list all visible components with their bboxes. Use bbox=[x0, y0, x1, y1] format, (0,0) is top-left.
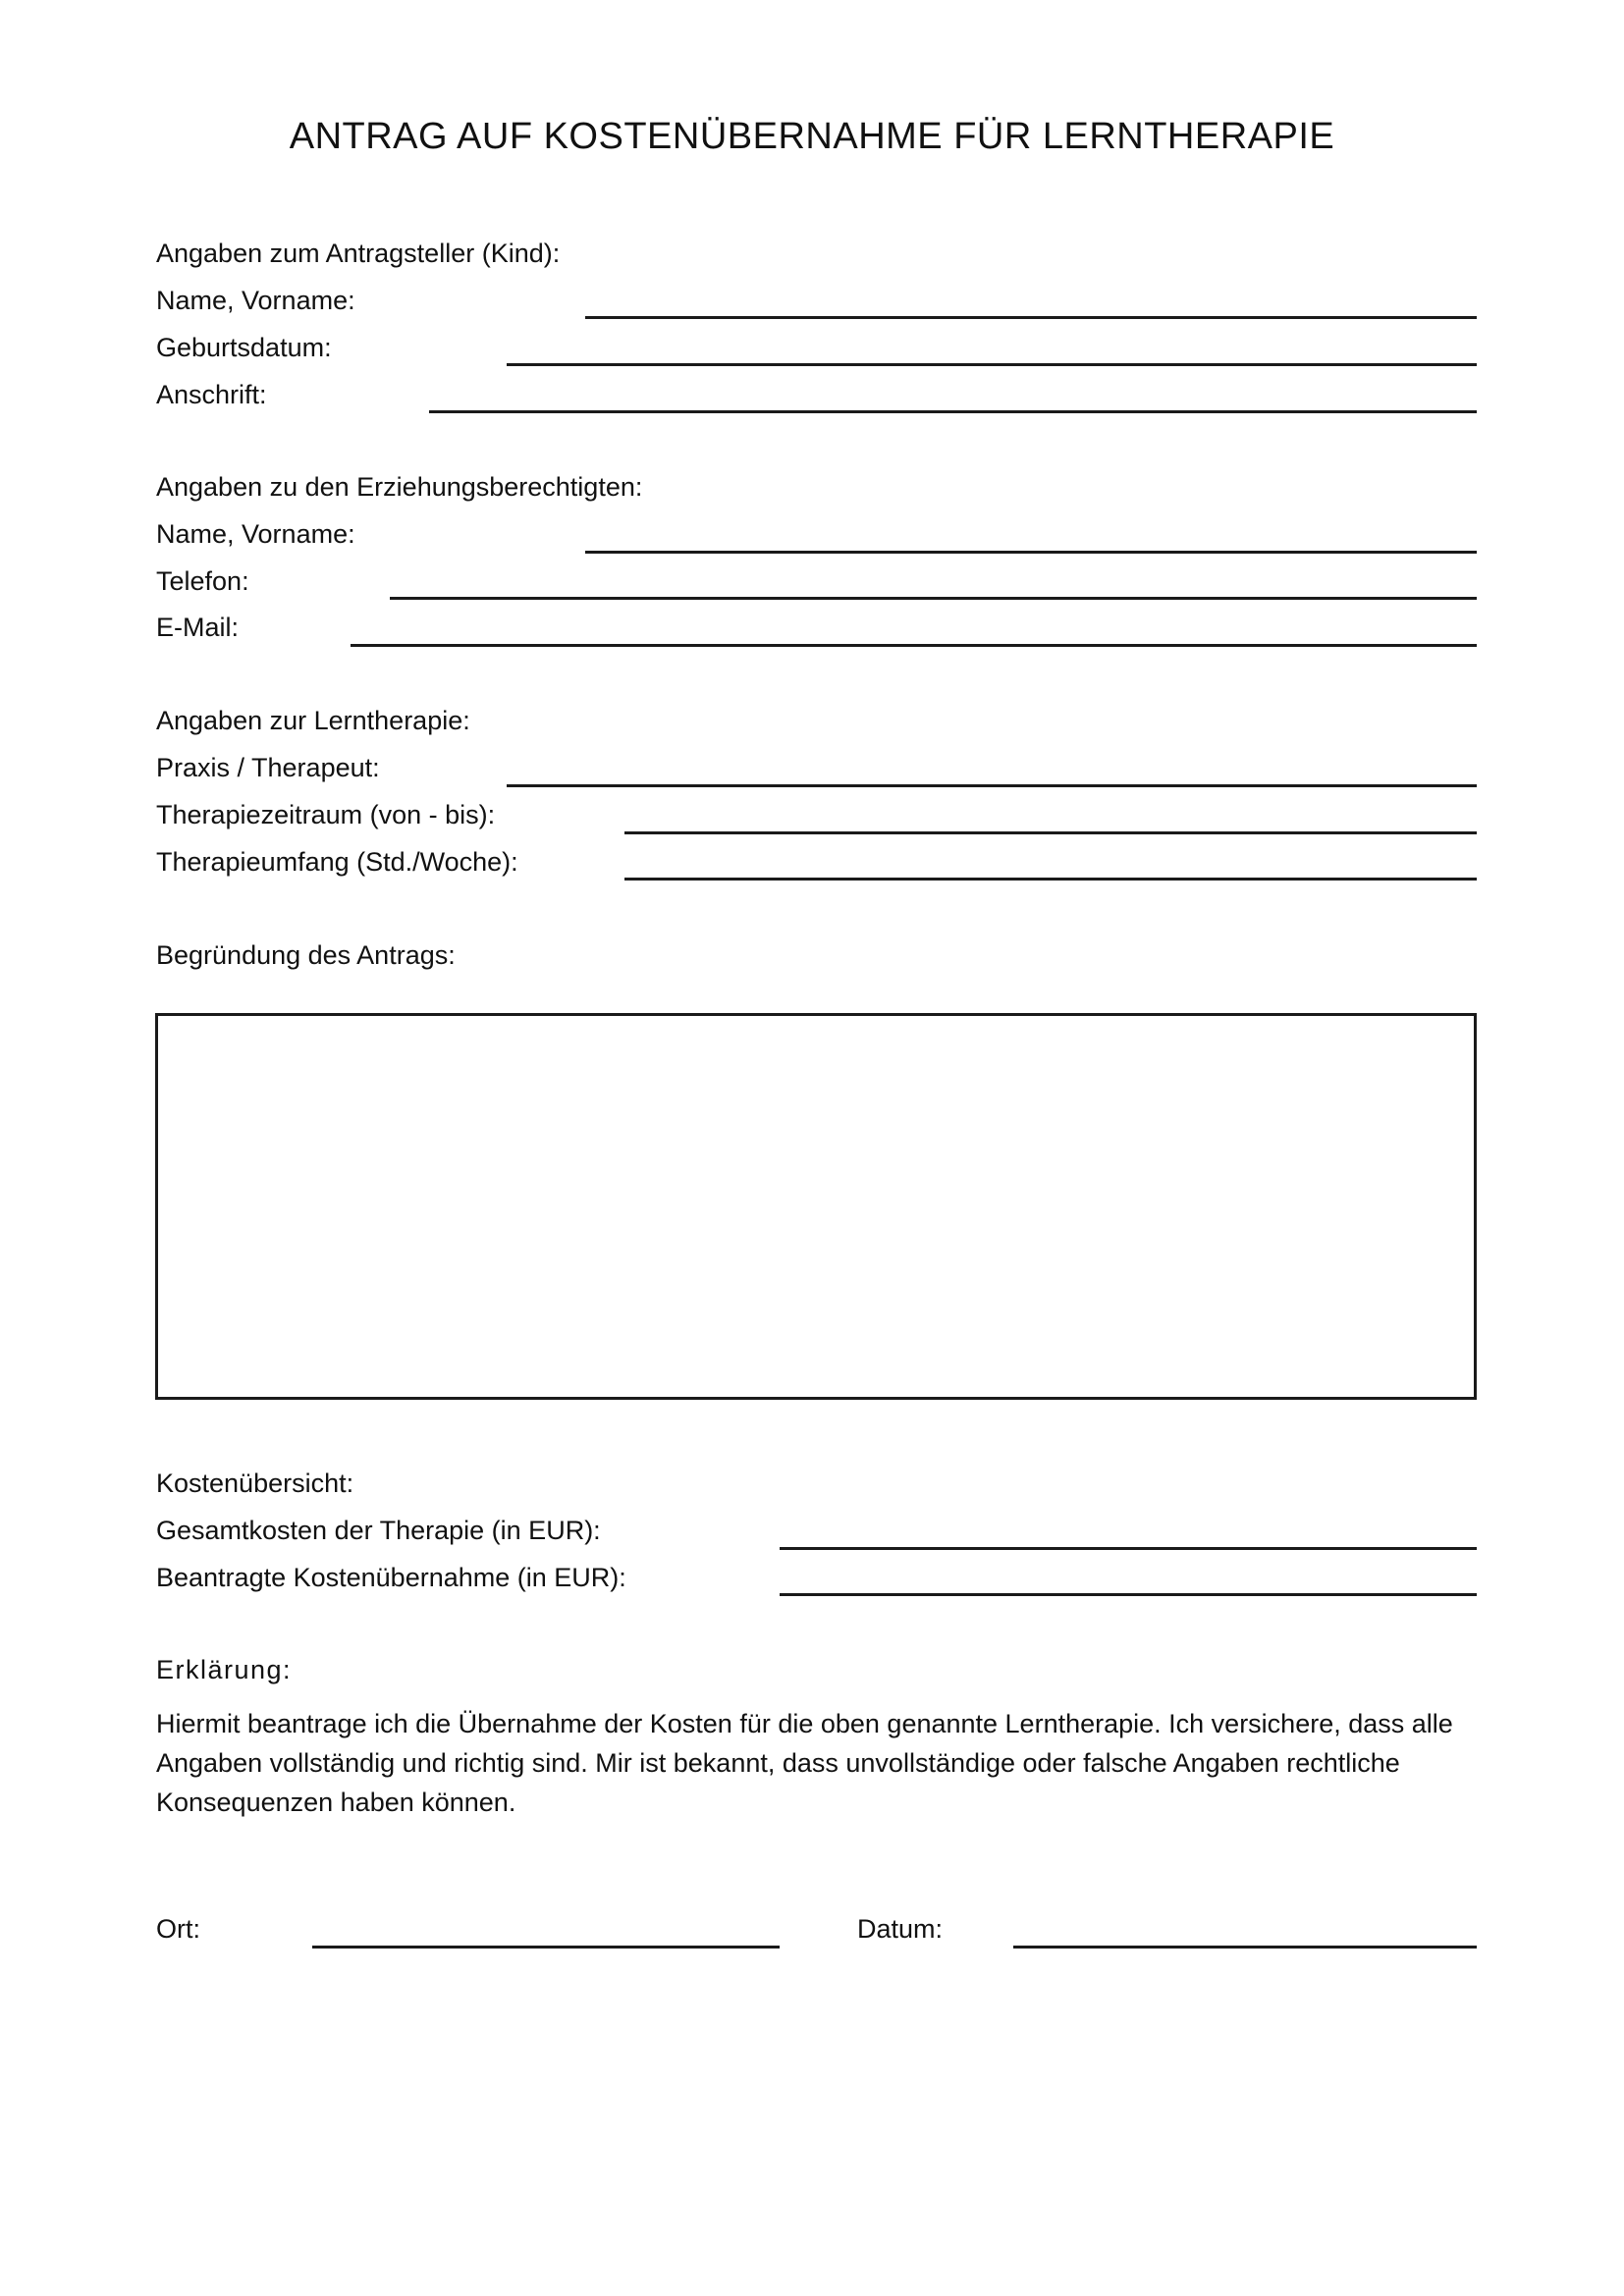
child-name-field[interactable] bbox=[585, 316, 1477, 319]
declaration-text: Hiermit beantrage ich die Übernahme der Kosten für die oben genannte Lerntherapie. Ich versichere, dass alle Angaben vollständig und richtig sind. Mir ist bekannt, dass unvollständige oder falsche Angaben rechtliche Konsequenzen haben können. bbox=[156, 1709, 1453, 1817]
child-birthdate-label: Geburtsdatum: bbox=[156, 333, 332, 362]
reason-textarea[interactable] bbox=[155, 1013, 1477, 1400]
place-label: Ort: bbox=[156, 1914, 200, 1944]
section-heading-therapy: Angaben zur Lerntherapie: bbox=[156, 706, 470, 735]
section-heading-reason: Begründung des Antrags: bbox=[156, 940, 456, 970]
form-title: ANTRAG AUF KOSTENÜBERNAHME FÜR LERNTHERAPIE bbox=[289, 116, 1335, 157]
therapy-practice-field[interactable] bbox=[507, 784, 1477, 787]
child-name-label: Name, Vorname: bbox=[156, 286, 355, 315]
child-birthdate-field[interactable] bbox=[507, 363, 1477, 366]
costs-total-label: Gesamtkosten der Therapie (in EUR): bbox=[156, 1516, 601, 1545]
guardian-phone-label: Telefon: bbox=[156, 566, 249, 596]
therapy-period-field[interactable] bbox=[624, 831, 1477, 834]
child-address-label: Anschrift: bbox=[156, 380, 267, 409]
guardian-name-field[interactable] bbox=[585, 551, 1477, 554]
section-heading-costs: Kostenübersicht: bbox=[156, 1468, 354, 1498]
date-label: Datum: bbox=[857, 1914, 944, 1944]
section-heading-child: Angaben zum Antragsteller (Kind): bbox=[156, 239, 561, 268]
date-field[interactable] bbox=[1013, 1946, 1477, 1949]
section-heading-declaration: Erklärung: bbox=[156, 1655, 293, 1684]
guardian-phone-field[interactable] bbox=[390, 597, 1477, 600]
child-address-field[interactable] bbox=[429, 410, 1477, 413]
costs-total-field[interactable] bbox=[780, 1547, 1477, 1550]
therapy-practice-label: Praxis / Therapeut: bbox=[156, 753, 380, 782]
guardian-email-label: E-Mail: bbox=[156, 613, 240, 642]
therapy-scope-label: Therapieumfang (Std./Woche): bbox=[156, 847, 518, 877]
costs-requested-field[interactable] bbox=[780, 1593, 1477, 1596]
therapy-period-label: Therapiezeitraum (von - bis): bbox=[156, 800, 496, 829]
guardian-name-label: Name, Vorname: bbox=[156, 519, 355, 549]
section-heading-guardian: Angaben zu den Erziehungsberechtigten: bbox=[156, 472, 643, 502]
place-field[interactable] bbox=[312, 1946, 780, 1949]
therapy-scope-field[interactable] bbox=[624, 878, 1477, 881]
guardian-email-field[interactable] bbox=[351, 644, 1477, 647]
costs-requested-label: Beantragte Kostenübernahme (in EUR): bbox=[156, 1563, 626, 1592]
